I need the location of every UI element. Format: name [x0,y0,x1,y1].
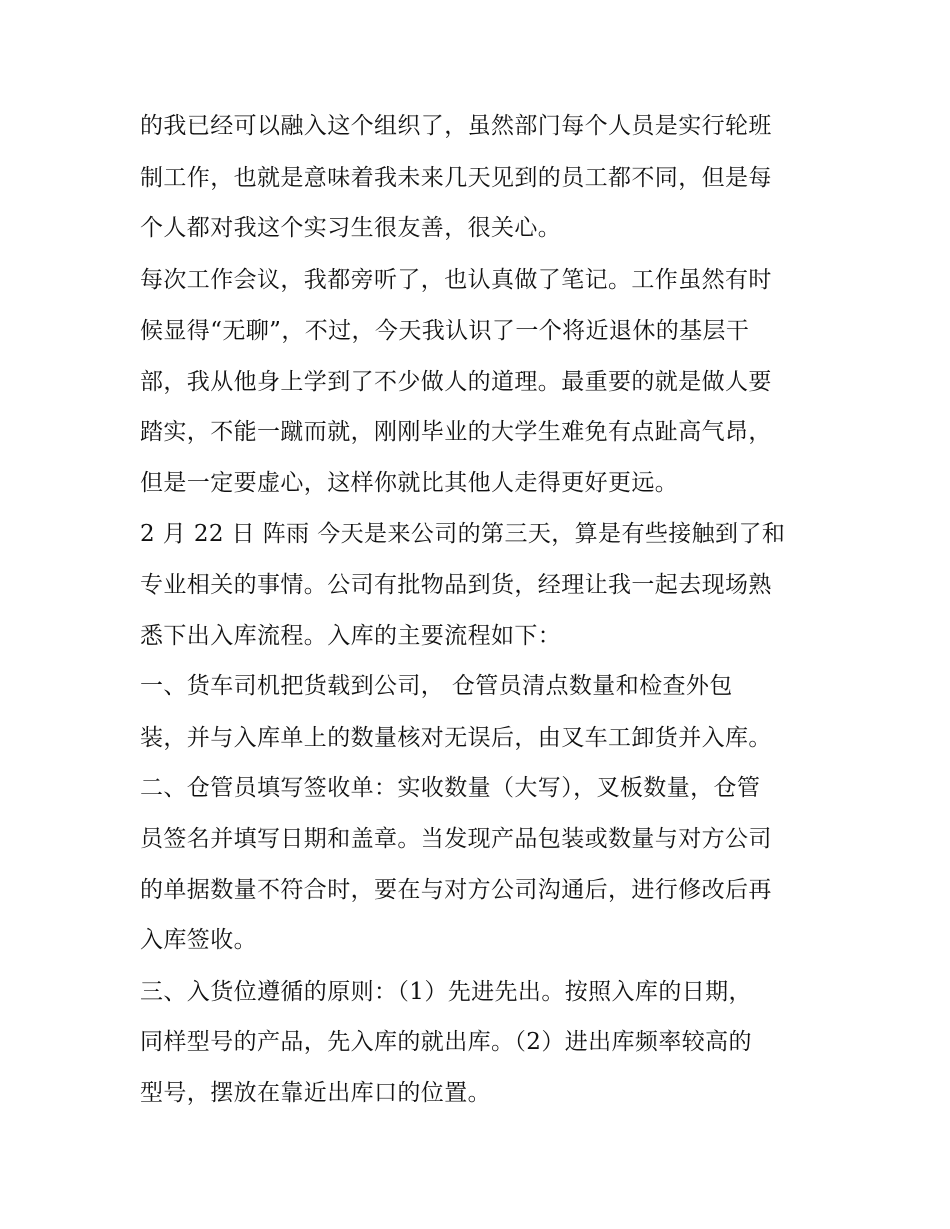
text-line: 部，我从他身上学到了不少做人的道理。最重要的就是做人要 [140,369,772,395]
text-line: 三、入货位遵循的原则：（1）先进先出。按照入库的日期， [140,979,752,1005]
text-line: 的我已经可以融入这个组织了，虽然部门每个人员是实行轮班 [140,113,772,139]
text-line: 二、仓管员填写签收单：实收数量（大写），叉板数量，仓管 [140,775,761,801]
text-line: 型号，摆放在靠近出库口的位置。 [140,1080,491,1106]
text-line: 但是一定要虚心，这样你就比其他人走得更好更远。 [140,470,679,496]
text-line: 制工作，也就是意味着我未来几天见到的员工都不同，但是每 [140,165,772,191]
text-line: 一、货车司机把货载到公司， 仓管员清点数量和检查外包 [140,673,733,699]
text-line: 候显得“无聊”，不过，今天我认识了一个将近退休的基层干 [140,318,750,344]
text-line: 每次工作会议，我都旁听了，也认真做了笔记。工作虽然有时 [140,267,772,293]
text-line: 装，并与入库单上的数量核对无误后，由叉车工卸货并入库。 [140,725,772,751]
text-line: 个人都对我这个实习生很友善，很关心。 [140,215,562,241]
text-line: 入库签收。 [140,927,257,953]
text-line: 员签名并填写日期和盖章。当发现产品包装或数量与对方公司 [140,826,772,852]
text-line: 踏实，不能一蹴而就，刚刚毕业的大学生难免有点趾高气昂， [140,419,772,445]
text-line: 2 月 22 日 阵雨 今天是来公司的第三天，算是有些接触到了和 [140,521,786,547]
text-line: 同样型号的产品，先入库的就出库。（2）进出库频率较高的 [140,1029,752,1055]
text-line: 的单据数量不符合时，要在与对方公司沟通后，进行修改后再 [140,877,772,903]
text-line: 悉下出入库流程。入库的主要流程如下： [140,623,562,649]
text-line: 专业相关的事情。公司有批物品到货，经理让我一起去现场熟 [140,572,772,598]
